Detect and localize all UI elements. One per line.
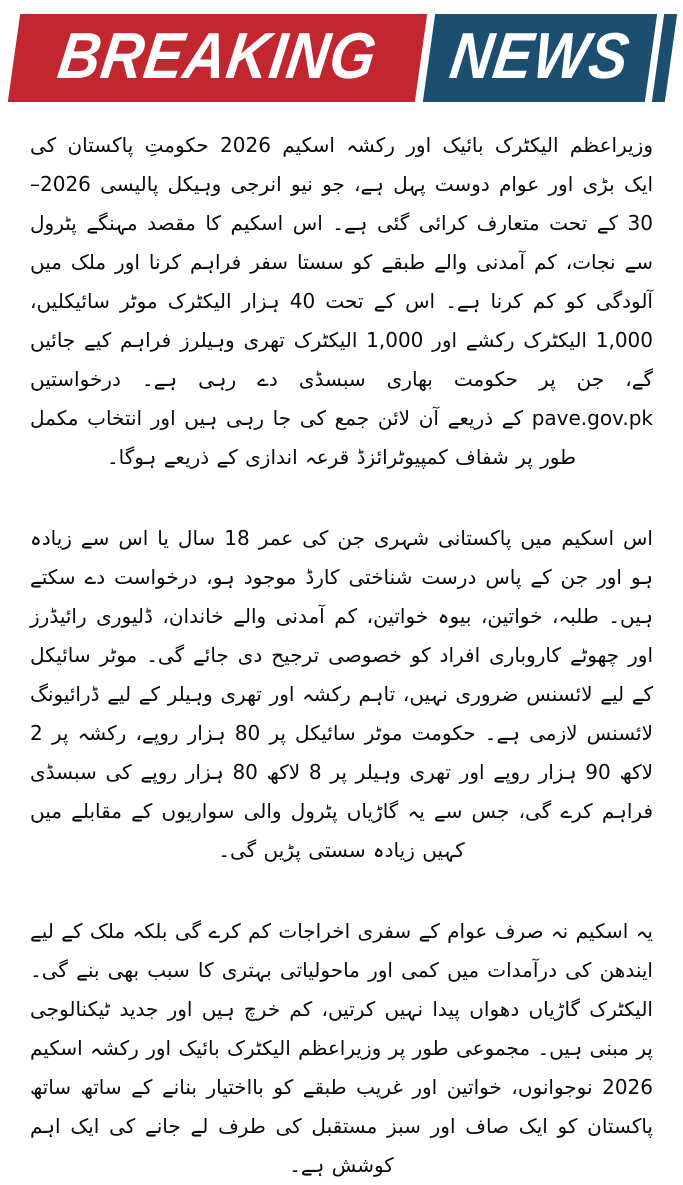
article-paragraph-scheme-intro: وزیراعظم الیکٹرک بائیک اور رکشہ اسکیم 2026 حکومتِ پاکستان کی ایک بڑی اور عوام دوست پہل ہے، جو نیو انرجی وہیکل پالیسی 2026–30 کے تحت متعارف کرائی گئی ہے۔ اس اسکیم کا مقصد مہنگے پٹرول سے نجات، کم آمدنی والے طبقے کو سستا سفر فراہم کرنا اور ملک میں آلودگی کو کم کرنا ہے۔ اس کے تحت 40 ہزار الیکٹرک موٹر سائیکلیں، 1,000 الیکٹرک رکشے اور 1,000 الیکٹرک تھری وہیلرز فراہم کیے جائیں گے، جن پر حکومت بھاری سبسڈی دے رہی ہے۔ درخواستیں pave.gov.pk کے ذریعے آن لائن جمع کی جا رہی ہیں اور انتخاب مکمل طور پر شفاف کمپیوٹرائزڈ قرعہ اندازی کے ذریعے ہوگا۔ — [30, 133, 653, 469]
banner-red-segment — [8, 14, 427, 102]
article-paragraph-benefits-conclusion: یہ اسکیم نہ صرف عوام کے سفری اخراجات کم کرے گی بلکہ ملک کے لیے ایندھن کی درآمدات میں کمی اور ماحولیاتی بہتری کا سبب بھی بنے گی۔ الیکٹرک گاڑیاں دھواں پیدا نہیں کرتیں، کم خرچ ہیں اور جدید ٹیکنالوجی پر مبنی ہیں۔ مجموعی طور پر وزیراعظم الیکٹرک بائیک اور رکشہ اسکیم 2026 نوجوانوں، خواتین اور غریب طبقے کو بااختیار بنانے کے ساتھ ساتھ پاکستان کو ایک صاف اور سبز مستقبل کی طرف لے جانے کی ایک اہم کوشش ہے۔ — [30, 919, 653, 1177]
banner-blue-segment — [423, 14, 658, 102]
article-paragraph-eligibility-subsidy: اس اسکیم میں پاکستانی شہری جن کی عمر 18 سال یا اس سے زیادہ ہو اور جن کے پاس درست شناختی کارڈ موجود ہو، درخواست دے سکتے ہیں۔ طلبہ، خواتین، بیوہ خواتین، کم آمدنی والے خاندان، ڈلیوری رائیڈرز اور چھوٹے کاروباری افراد کو خصوصی ترجیح دی جائے گی۔ موٹر سائیکل کے لیے لائسنس ضروری نہیں، تاہم رکشہ اور تھری وہیلر کے لیے ڈرائیونگ لائسنس لازمی ہے۔ حکومت موٹر سائیکل پر 80 ہزار روپے، رکشہ پر 2 لاکھ 90 ہزار روپے اور تھری وہیلر پر 8 لاکھ 80 ہزار روپے کی سبسڈی فراہم کرے گی، جس سے یہ گاڑیاں پٹرول والی سواریوں کے مقابلے میں کہیں زیادہ سستی پڑیں گی۔ — [30, 526, 654, 862]
banner-accent-bar — [652, 14, 677, 102]
breaking-label: BREAKING — [53, 19, 382, 93]
breaking-news-banner — [8, 14, 677, 102]
news-article — [0, 102, 683, 1185]
news-label: NEWS — [446, 19, 635, 93]
